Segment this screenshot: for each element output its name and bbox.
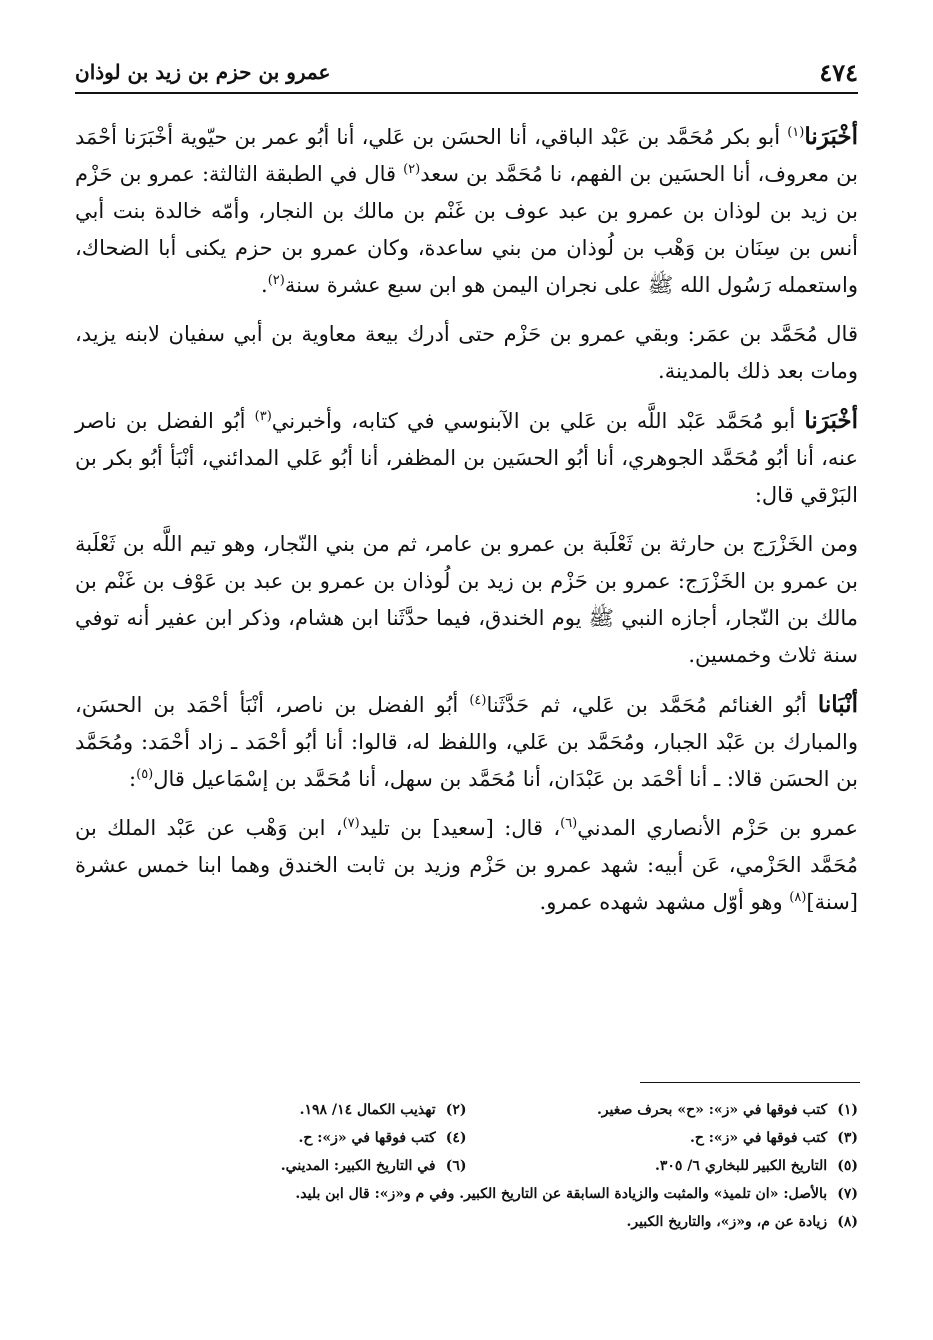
footnote-number: (٣) bbox=[837, 1130, 858, 1146]
footnote bbox=[75, 1096, 467, 1124]
footnote-row bbox=[75, 1208, 858, 1236]
paragraph-text: وهو أوّل مشهد شهده عمرو. bbox=[539, 890, 790, 914]
footnote-ref: (٢) bbox=[267, 273, 285, 288]
paragraph-text: قال في الطبقة الثالثة: عمرو بن حَزْم بن زيد بن لوذان بن عمرو بن عبد عوف بن غَنْم بن مالك بن النجار، وأمّه خالدة بنت أبي أنس بن سِنَان بن وَهْب بن لُوذان من بني ساعدة، وكان عمرو بن حزم يكنى أبا الضحاك، واستعمله رَسُول الله ﷺ على نجران اليمن هو ابن سبع عشرة سنة bbox=[75, 162, 858, 297]
paragraph-5 bbox=[75, 686, 858, 798]
paragraph-text: أبُو الغنائم مُحَمَّد بن عَلي، ثم حَدَّثَنا bbox=[486, 693, 818, 717]
header-rule bbox=[75, 92, 858, 94]
footnote-ref: (١) bbox=[787, 125, 805, 140]
footnote bbox=[467, 1096, 859, 1124]
footnote-number: (١) bbox=[837, 1102, 858, 1118]
paragraph-6 bbox=[75, 810, 858, 921]
paragraph-lead: أنْبَانا bbox=[817, 691, 858, 718]
footnote bbox=[467, 1124, 859, 1152]
footnote-number: (٨) bbox=[837, 1214, 858, 1230]
footnote-text: التاريخ الكبير للبخاري ٦/ ٣٠٥. bbox=[654, 1158, 828, 1174]
paragraph-text: قال مُحَمَّد بن عمَر: وبقي عمرو بن حَزْم حتى أدرك بيعة معاوية بن أبي سفيان لابنه يزيد، ومات بعد ذلك بالمدينة. bbox=[75, 322, 858, 383]
footnote-text: زيادة عن م، و«ز»، والتاريخ الكبير. bbox=[626, 1214, 828, 1230]
footnote-number: (٦) bbox=[445, 1158, 467, 1174]
footnote-ref: (٥) bbox=[136, 767, 154, 782]
paragraph-3 bbox=[75, 402, 858, 514]
paragraph-2 bbox=[75, 316, 858, 390]
paragraph-text: ، قال: [سعيد] بن تليد bbox=[359, 816, 561, 840]
paragraph-4 bbox=[75, 526, 858, 674]
paragraph-text: أبو مُحَمَّد عَبْد اللَّه بن عَلي بن الآبنوسي في كتابه، وأخبرني bbox=[271, 409, 805, 433]
paragraph-1 bbox=[75, 118, 858, 304]
paragraph-lead: أخْبَرَنا bbox=[804, 407, 858, 434]
footnote-ref: (٤) bbox=[469, 693, 487, 708]
footnote-number: (٢) bbox=[445, 1102, 467, 1118]
footnote bbox=[75, 1124, 467, 1152]
footnote-number: (٤) bbox=[445, 1130, 467, 1146]
paragraph-text: أبُو الفضل بن ناصر عنه، أنا أبُو مُحَمَّد الجوهري، أنا أبُو الحسَين بن المظفر، أنا أبُو عَلي المدائني، أنْبَأ أبُو بكر بن البَرْقي قال: bbox=[75, 409, 858, 507]
footnote-rule bbox=[640, 1082, 860, 1083]
footnote-text: في التاريخ الكبير: المديني. bbox=[280, 1158, 436, 1174]
page-number: ٤٧٤ bbox=[819, 58, 858, 87]
footnote-row bbox=[75, 1124, 858, 1152]
footnote-number: (٥) bbox=[837, 1158, 858, 1174]
footnote-ref: (٢) bbox=[403, 162, 421, 177]
paragraph-text: . bbox=[261, 273, 268, 297]
footnote-text: بالأصل: «ان تلميذ» والمثبت والزيادة السابقة عن التاريخ الكبير. وفي م و«ز»: قال ابن بليد. bbox=[295, 1186, 828, 1202]
footnote-ref: (٦) bbox=[560, 816, 578, 831]
paragraph-text: : bbox=[129, 767, 137, 791]
footnote bbox=[75, 1208, 858, 1236]
footnote bbox=[75, 1152, 467, 1180]
paragraph-text: أبُو الفضل بن ناصر، أنْبَأ أحْمَد بن الحسَن، والمبارك بن عَبْد الجبار، ومُحَمَّد بن عَلي، واللفظ له، قالوا: أنا أبُو أحْمَد ـ زاد أحْمَد: ومُحَمَّد بن الحسَن قالا: ـ أنا أحْمَد بن عَبْدَان، أنا مُحَمَّد بن سهل، أنا مُحَمَّد بن إسْمَاعيل قال bbox=[75, 693, 858, 791]
paragraph-text: أبو بكر مُحَمَّد بن عَبْد الباقي، أنا الحسَن بن عَلي، أنا أبُو عمر بن حيّوية أخْبَرَنا أحْمَد بن معروف، أنا الحسَين بن الفهم، نا مُحَمَّد بن سعد bbox=[75, 125, 858, 186]
footnote-row bbox=[75, 1096, 858, 1124]
footnote-ref: (٣) bbox=[254, 409, 272, 424]
footnote-text: كتب فوقها في «ز»: ح. bbox=[298, 1130, 436, 1146]
page-header bbox=[75, 58, 858, 90]
footnote bbox=[75, 1180, 858, 1208]
footnote-text: كتب فوقها في «ز»: ح. bbox=[689, 1130, 828, 1146]
paragraph-lead: أخْبَرَنا bbox=[804, 123, 858, 150]
footnotes bbox=[75, 1096, 858, 1236]
footnote-row bbox=[75, 1180, 858, 1208]
footnote bbox=[467, 1152, 859, 1180]
footnote-ref: (٧) bbox=[342, 816, 360, 831]
footnote-text: تهذيب الكمال ١٤/ ١٩٨. bbox=[299, 1102, 436, 1118]
footnote-row bbox=[75, 1152, 858, 1180]
paragraph-text: ومن الخَزْرَج بن حارثة بن ثَعْلَبة بن عمرو بن عامر، ثم من بني النّجار، وهو تيم اللَّه بن ثَعْلَبة بن عمرو بن الخَزْرَج: عمرو بن حَزْم بن زيد بن لُوذان بن عمرو بن عبد بن عَوْف بن غَنْم بن مالك بن النّجار، أجازه النبي ﷺ يوم الخندق، فيما حدَّثَنا ابن هشام، وذكر ابن عفير أنه توفي سنة ثلاث وخمسين. bbox=[75, 532, 858, 667]
footnote-number: (٧) bbox=[837, 1186, 858, 1202]
paragraph-text: ، ابن وَهْب عن عَبْد الملك بن مُحَمَّد الحَزْمي، عَن أبيه: شهد عمرو بن حَزْم وزيد بن ثابت الخندق وهما ابنا خمس عشرة [سنة] bbox=[75, 816, 858, 914]
footnote-ref: (٨) bbox=[789, 890, 807, 905]
footnote-text: كتب فوقها في «ز»: «ح» بحرف صغير. bbox=[596, 1102, 828, 1118]
paragraph-text: عمرو بن حَزْم الأنصاري المدني bbox=[577, 816, 858, 840]
running-title: عمرو بن حزم بن زيد بن لوذان bbox=[75, 60, 331, 84]
main-text bbox=[75, 118, 858, 933]
